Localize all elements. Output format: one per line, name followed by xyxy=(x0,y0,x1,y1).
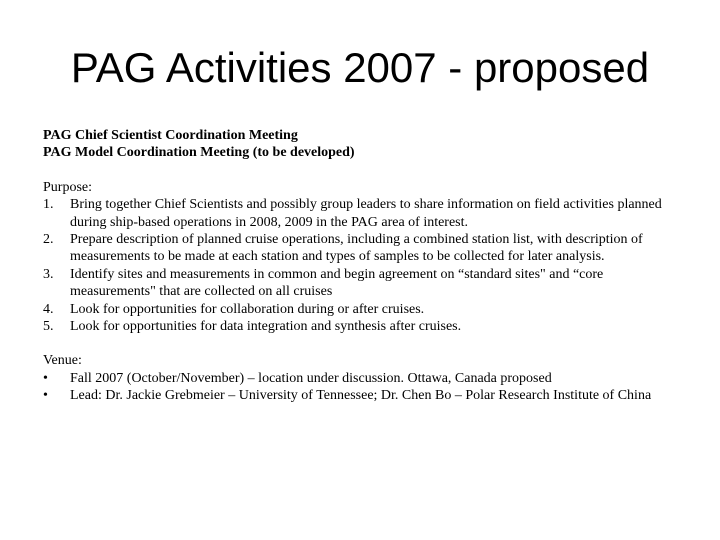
spacer xyxy=(43,162,683,179)
venue-item xyxy=(43,370,683,387)
item-number: 5. xyxy=(43,319,54,335)
venue-item xyxy=(43,387,683,404)
purpose-item xyxy=(43,318,683,335)
item-text: Fall 2007 (October/November) – location under discussion. Ottawa, Canada proposed xyxy=(70,370,552,386)
bullet-icon: • xyxy=(43,370,48,386)
purpose-item xyxy=(43,231,683,266)
purpose-label: Purpose: xyxy=(43,179,92,195)
item-text: Identify sites and measurements in common and begin agreement on “standard sites" and “core measurements" that are collected on all cruises xyxy=(70,266,604,300)
item-number: 1. xyxy=(43,197,54,213)
purpose-item xyxy=(43,196,683,231)
item-number: 4. xyxy=(43,301,54,317)
venue-list xyxy=(43,370,683,405)
item-text: Look for opportunities for collaboration during or after cruises. xyxy=(70,301,425,317)
purpose-list xyxy=(43,196,683,335)
heading-model-meeting: PAG Model Coordination Meeting (to be developed) xyxy=(43,145,355,161)
venue-label: Venue: xyxy=(43,353,82,369)
purpose-item xyxy=(43,266,683,301)
item-number: 3. xyxy=(43,266,54,282)
heading-chief-scientist-meeting: PAG Chief Scientist Coordination Meeting xyxy=(43,128,298,143)
slide-title: PAG Activities 2007 - proposed xyxy=(70,44,650,91)
item-text: Bring together Chief Scientists and possibly group leaders to share information on field activities planned during ship-based operations in 2008, 2009 in the PAG area of interest. xyxy=(70,197,662,230)
item-text: Prepare description of planned cruise operations, including a combined station list, with description of measurements to be made at each station and types of samples to be collected for later analysis. xyxy=(70,232,643,265)
purpose-item xyxy=(43,301,683,318)
bullet-icon: • xyxy=(43,388,48,404)
slide-body xyxy=(43,127,683,405)
item-text: Look for opportunities for data integration and synthesis after cruises. xyxy=(70,319,462,335)
item-number: 2. xyxy=(43,232,54,248)
spacer xyxy=(43,335,683,352)
item-text: Lead: Dr. Jackie Grebmeier – University of Tennessee; Dr. Chen Bo – Polar Research Institute of China xyxy=(70,388,652,404)
